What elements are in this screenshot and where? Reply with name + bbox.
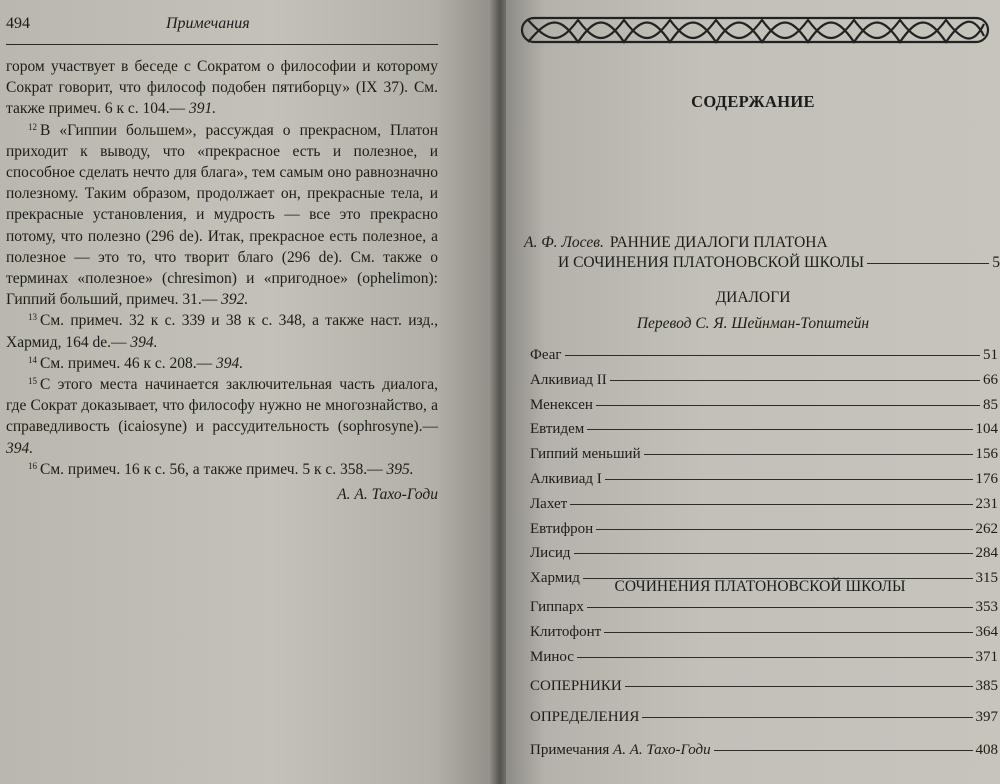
- toc-row: Евтидем 104: [530, 421, 998, 438]
- toc-row: Евтифрон 262: [530, 520, 998, 537]
- note-continuation: гором участвует в беседе с Сократом о философии и которому Сократ говорит, что философ подобен пятиборцу» (IX 37). См. также примеч. 6 к с. 104.— 391.: [6, 58, 438, 118]
- toc-row: Феаг 51: [530, 347, 998, 363]
- toc-rivals: СОПЕРНИКИ 385: [530, 678, 998, 694]
- notes-text: [6, 56, 438, 505]
- note-14: $^{14}$ См. примеч. 46 к с. 208.— 394.: [28, 354, 244, 372]
- translator-credit: Перевод С. Я. Шейнман-Топштейн: [636, 315, 870, 332]
- note-13: $^{13}$ См. примеч. 32 к с. 339 и 38 к с. 348, а также наст. изд., Хармид, 164 de.— 394.: [6, 312, 438, 351]
- toc-school-list: [530, 599, 998, 673]
- toc-row: Алкивиад II 66: [530, 371, 998, 388]
- toc-row: Алкивиад I 176: [530, 470, 998, 487]
- toc-row: Лисид 284: [530, 545, 998, 562]
- toc-row: Лахет 231: [530, 495, 998, 512]
- note-12: $^{12}$ В «Гиппии большем», рассуждая о прекрасном, Платон приходит к выводу, что «прекрасное есть и полезное, и способное сделать нечто для блага», тем самым оно равнозначно полезному. Таким образом, продолжает он, прекрасные тела, и прекрасные установления, и мудрость — все это прекрасно потому, что полезно (296 de). Итак, прекрасное есть полезное, а полезное — это то, что творит благо (296 de). См. также о терминах «полезное» (chresimon) и «пригодное» (ophelimon): Гиппий больший, примеч. 31.— 392.: [6, 121, 438, 309]
- toc-row: Минос 371: [530, 648, 998, 665]
- dot-leader: [867, 263, 989, 264]
- intro-title-line2: И СОЧИНЕНИЯ ПЛАТОНОВСКОЙ ШКОЛЫ: [558, 254, 865, 271]
- note-15: $^{15}$ С этого места начинается заключительная часть диалога, где Сократ доказывает, что философу нужно не многознайство, а справедливость (icaiosyne) и рассудительность (sophrosyne).— 394.: [6, 376, 438, 457]
- running-head: [6, 13, 438, 45]
- ornament-border: [520, 12, 990, 48]
- toc-intro-entry: [520, 233, 1000, 273]
- contents-title: СОДЕРЖАНИЕ: [691, 92, 815, 111]
- toc-row: Клитофонт 364: [530, 623, 998, 640]
- intro-page: 5: [992, 254, 1000, 271]
- dialogues-heading: ДИАЛОГИ: [715, 289, 791, 306]
- toc-notes: Примечания А. А. Тахо-Годи 408: [530, 742, 998, 758]
- toc-definitions: ОПРЕДЕЛЕНИЯ 397: [530, 709, 998, 725]
- notes-author: А. А. Тахо-Годи: [337, 486, 438, 504]
- toc-dialogues-list: [530, 347, 998, 595]
- toc-row: Менексен 85: [530, 396, 998, 413]
- intro-title-line1: РАННИЕ ДИАЛОГИ ПЛАТОНА: [609, 234, 828, 251]
- intro-author: А. Ф. Лосев.: [524, 234, 604, 251]
- left-page: [0, 0, 494, 784]
- school-heading: СОЧИНЕНИЯ ПЛАТОНОВСКОЙ ШКОЛЫ: [614, 578, 906, 595]
- toc-row: Гиппарх 353: [530, 599, 998, 615]
- note-16: $^{16}$ См. примеч. 16 к с. 56, а также примеч. 5 к с. 358.— 395.: [28, 460, 414, 478]
- running-title: Примечания: [166, 15, 250, 32]
- toc-row: Гиппий меньший 156: [530, 446, 998, 463]
- toc-row: Хармид 315: [530, 570, 998, 587]
- right-page: [506, 0, 1000, 784]
- page-number: 494: [6, 15, 30, 32]
